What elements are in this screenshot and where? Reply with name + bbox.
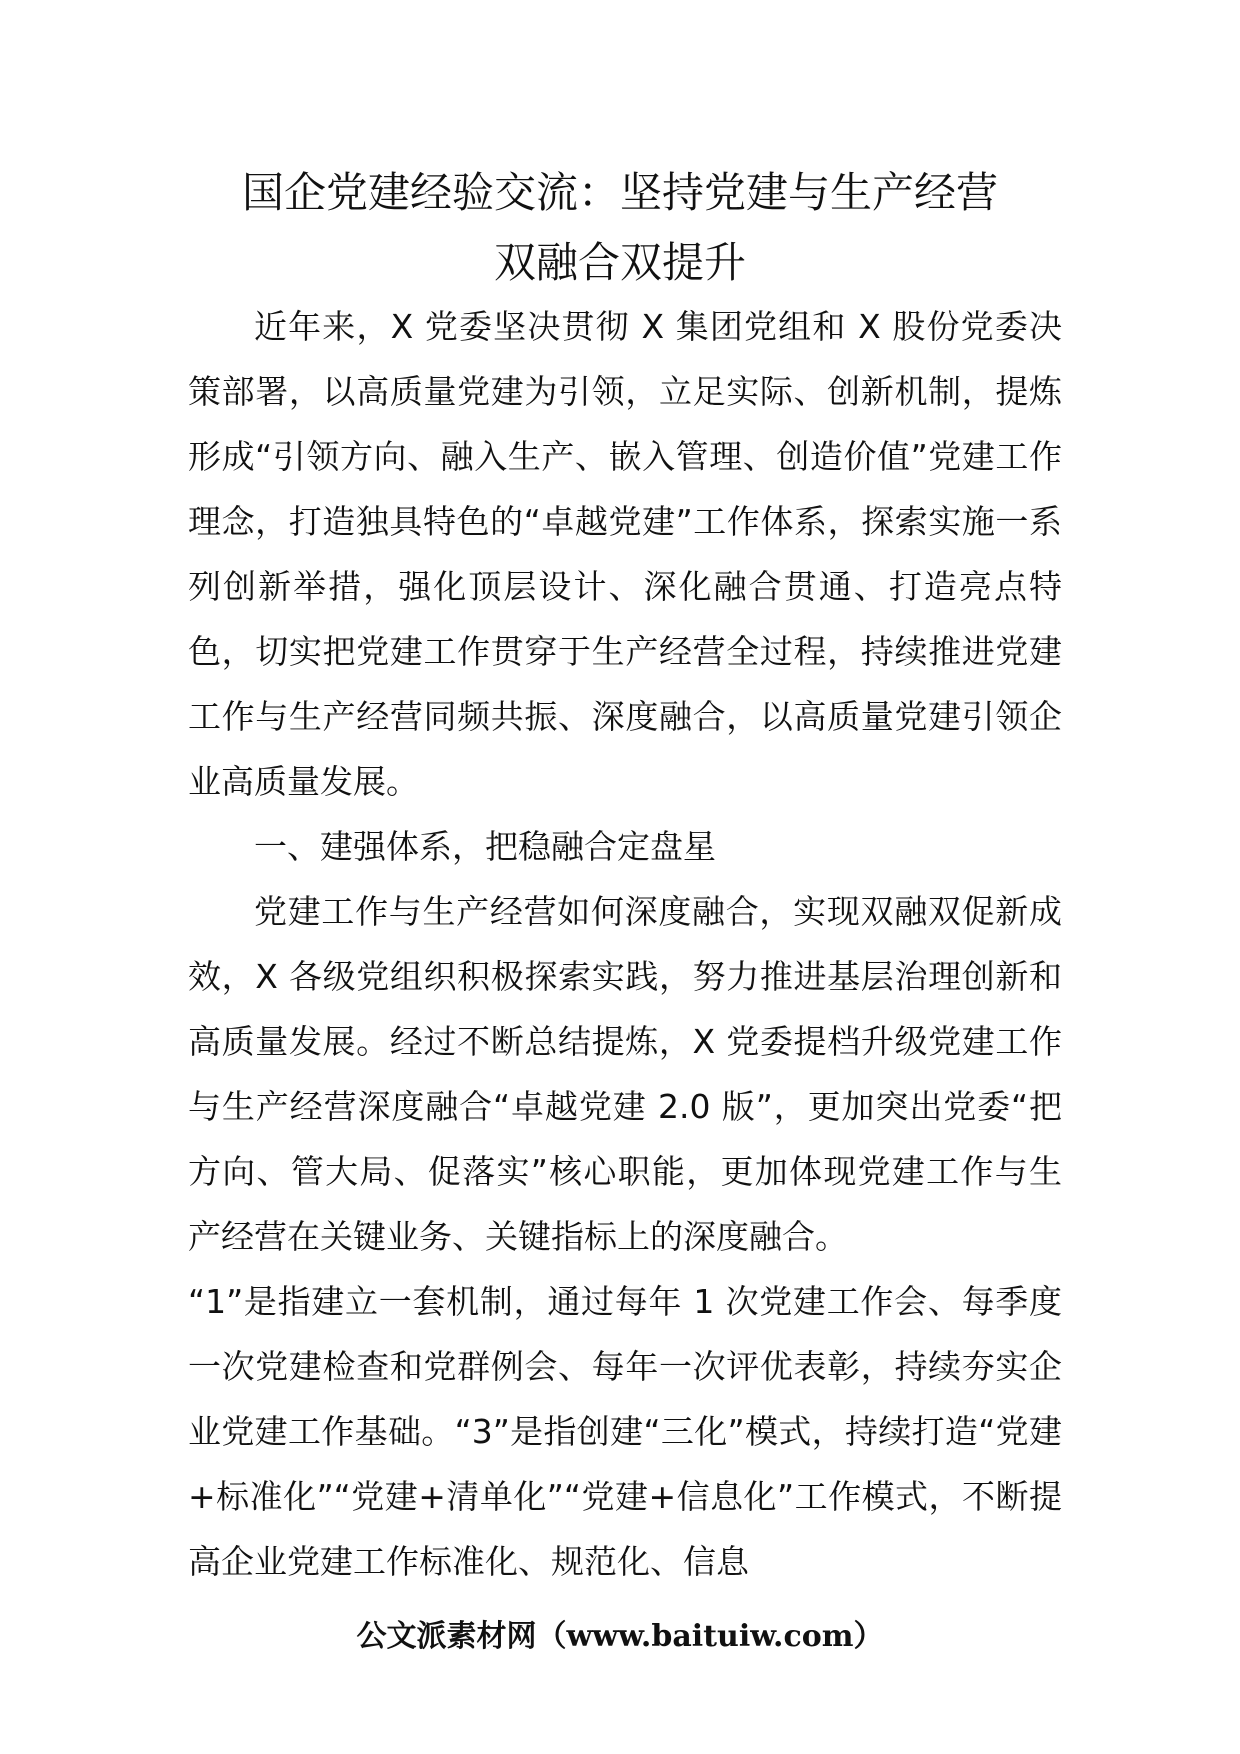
section1-paragraph-1: 党建工作与生产经营如何深度融合，实现双融双促新成效，X 各级党组织积极探索实践，努力推进基层治理创新和高质量发展。经过不断总结提炼，X 党委提档升级党建工作与生产经营深度融合“卓越党建 2.0 版”，更加突出党委“把方向、管大局、促落实”核心职能，更加体现党建工作与生产经营在关键业务、关键指标上的深度融合。 (188, 892, 1062, 1256)
section-heading-1: 一、建强体系，把稳融合定盘星 (254, 827, 716, 866)
footer-watermark: 公文派素材网（www.baituiw.com） (356, 1619, 884, 1654)
document-title-line-2: 双融合双提升 (493, 238, 746, 287)
document-body (188, 294, 1062, 1594)
intro-paragraph: 近年来，X 党委坚决贯彻 X 集团党组和 X 股份党委决策部署，以高质量党建为引领，立足实际、创新机制，提炼形成“引领方向、融入生产、嵌入管理、创造价值”党建工作理念，打造独具特色的“卓越党建”工作体系，探索实施一系列创新举措，强化顶层设计、深化融合贯通、打造亮点特色，切实把党建工作贯穿于生产经营全过程，持续推进党建工作与生产经营同频共振、深度融合，以高质量党建引领企业高质量发展。 (188, 307, 1062, 801)
document-title-line-1: 国企党建经验交流：坚持党建与生产经营 (241, 168, 998, 217)
section1-paragraph-2: “1”是指建立一套机制，通过每年 1 次党建工作会、每季度一次党建检查和党群例会、每年一次评优表彰，持续夯实企业党建工作基础。“3”是指创建“三化”模式，持续打造“党建+标准化”“党建+清单化”“党建+信息化”工作模式，不断提高企业党建工作标准化、规范化、信息 (188, 1282, 1062, 1581)
